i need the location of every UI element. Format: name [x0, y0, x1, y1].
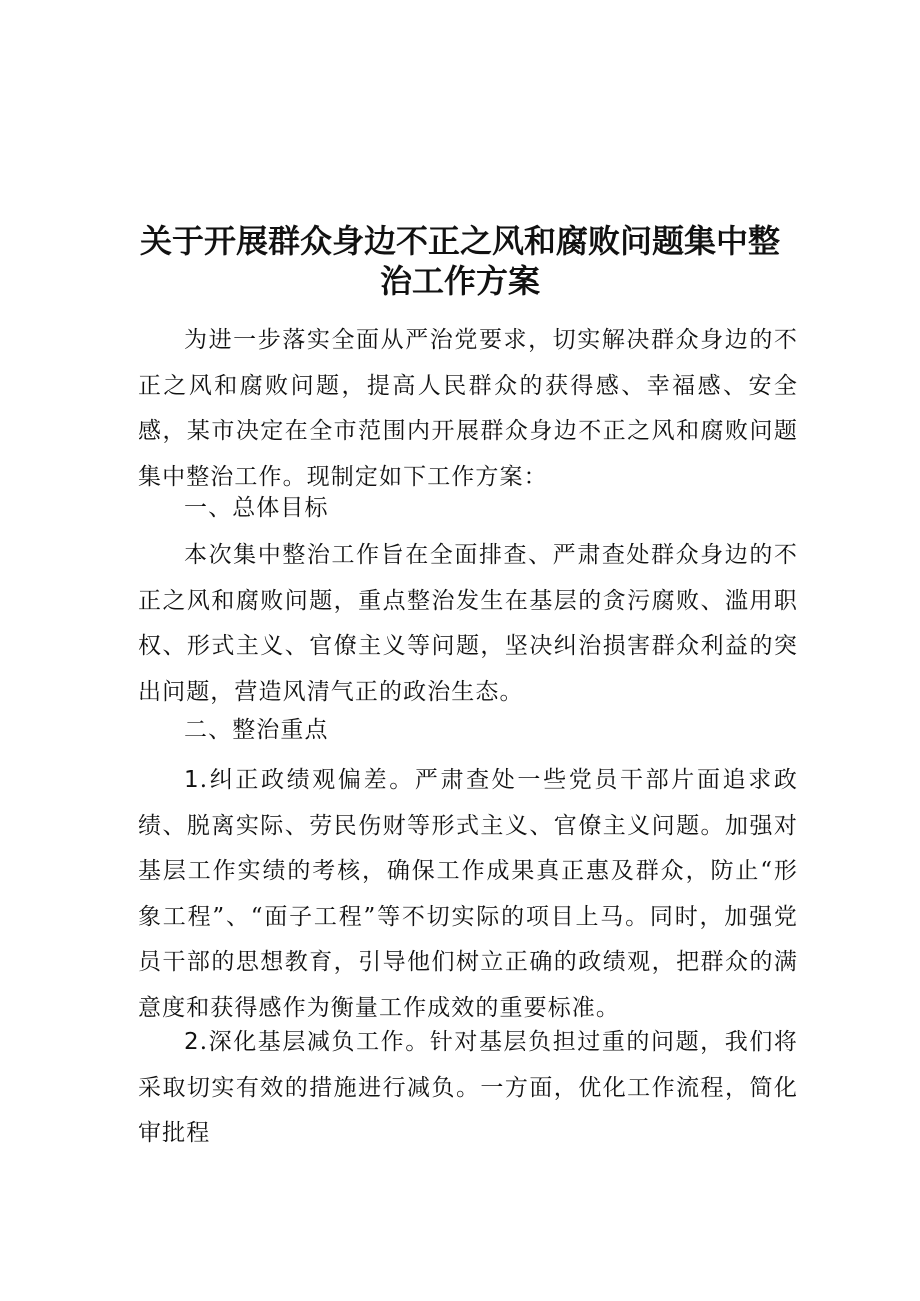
key-point-2-number: 2 — [184, 1029, 200, 1055]
intro-paragraph: 为进一步落实全面从严治党要求，切实解决群众身边的不正之风和腐败问题，提高人民群众的获得感、幸福感、安全感，某市决定在全市范围内开展群众身边不正之风和腐败问题集中整治工作。现制定如下工作方案： — [138, 327, 798, 490]
section-heading-general-goal: 一、总体目标 — [184, 495, 329, 521]
key-point-2-text: .深化基层减负工作。针对基层负担过重的问题，我们将采取切实有效的措施进行减负。一方面，优化工作流程，简化审批程 — [138, 1029, 798, 1147]
key-point-2-paragraph — [138, 1020, 798, 1157]
document-title-line-1: 关于开展群众身边不正之风和腐败问题集中整 — [139, 222, 780, 260]
key-point-1-number: 1 — [184, 767, 200, 793]
key-point-1-paragraph — [138, 758, 798, 1032]
section-heading-key-points: 二、整治重点 — [184, 717, 329, 743]
document-title-line-2: 治工作方案 — [379, 262, 540, 300]
key-point-1-text: .纠正政绩观偏差。严肃查处一些党员干部片面追求政绩、脱离实际、劳民伤财等形式主义、官僚主义问题。加强对基层工作实绩的考核，确保工作成果真正惠及群众，防止“形象工程”、“面子工程”等不切实际的项目上马。同时，加强党员干部的思想教育，引导他们树立正确的政绩观，把群众的满意度和获得感作为衡量工作成效的重要标准。 — [138, 767, 798, 1021]
general-goal-paragraph: 本次集中整治工作旨在全面排查、严肃查处群众身边的不正之风和腐败问题，重点整治发生在基层的贪污腐败、滥用职权、形式主义、官僚主义等问题，坚决纠治损害群众利益的突出问题，营造风清气正的政治生态。 — [138, 542, 798, 705]
